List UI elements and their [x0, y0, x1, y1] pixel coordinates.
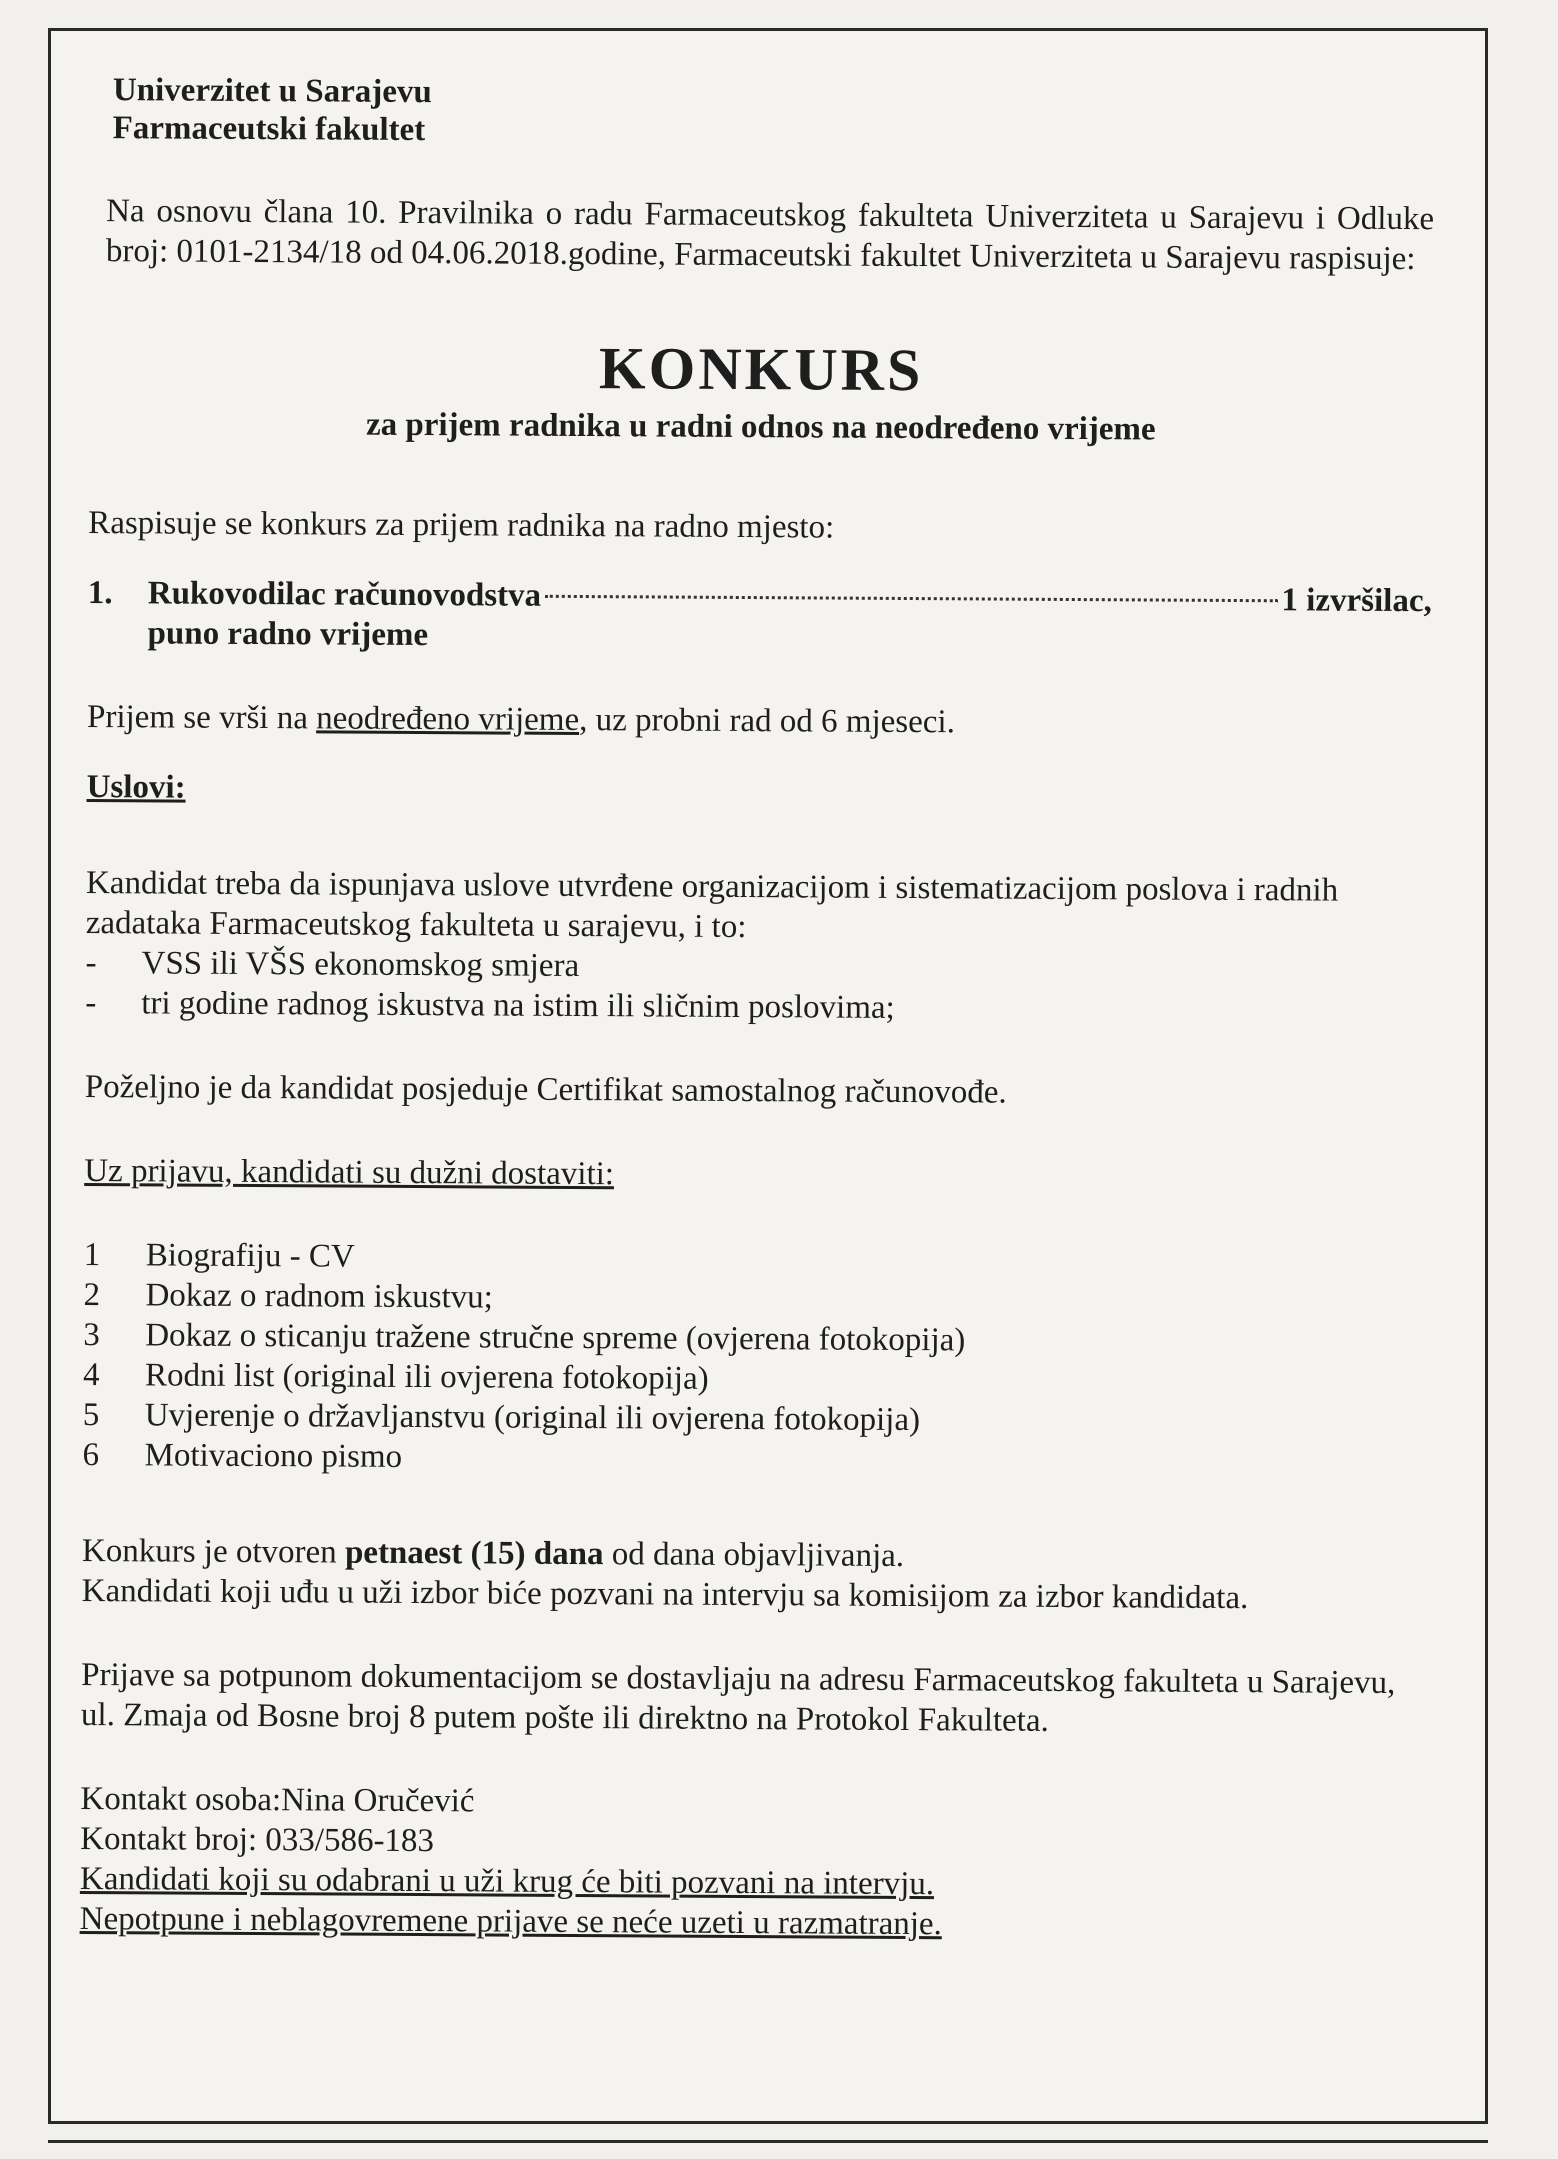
position-number: 1.: [87, 574, 113, 612]
faculty-name: Farmaceutski fakultet: [112, 110, 426, 149]
position-time: puno radno vrijeme: [147, 615, 429, 654]
bottom-divider: [48, 2140, 1488, 2143]
employment-prefix: Prijem se vrši na: [86, 698, 317, 737]
documents-heading: Uz prijavu, kandidati su dužni dostaviti:: [84, 1152, 615, 1193]
document-number: 5: [82, 1396, 100, 1434]
document-number: 2: [83, 1276, 101, 1314]
contact-person: Kontakt osoba:Nina Oručević: [80, 1780, 475, 1820]
list-marker: -: [85, 944, 97, 982]
position-intro: Raspisuje se konkurs za prijem radnika na radno mjesto:: [88, 504, 835, 546]
open-period-duration: petnaest (15) dana: [344, 1534, 604, 1573]
document-text: Biografiju - CV: [145, 1237, 355, 1275]
documents-list: [82, 1235, 1427, 1483]
preferred-note: Poželjno je da kandidat posjeduje Certifikat samostalnog računovođe.: [84, 1068, 1007, 1111]
document-number: 6: [82, 1436, 100, 1474]
employment-suffix: , uz probni rad od 6 mjeseci.: [579, 701, 955, 741]
document-text: Rodni list (original ili ovjerena fotokopija): [144, 1357, 709, 1397]
document-number: 1: [83, 1236, 101, 1274]
final-note: Nepotpune i neblagovremene prijave se neće uzeti u razmatranje.: [79, 1900, 942, 1943]
condition-item: [85, 983, 1429, 1031]
document-item: [82, 1435, 1426, 1483]
conditions-list: [85, 943, 1429, 1031]
open-period-suffix: od dana objavljivanja.: [603, 1536, 905, 1574]
document-text: Motivaciono pismo: [144, 1437, 403, 1475]
employment-terms: [87, 697, 1431, 745]
document-title: KONKURS: [598, 335, 924, 404]
condition-text: VSS ili VŠS ekonomskog smjera: [141, 945, 580, 984]
final-note: Kandidati koji su odabrani u uži krug će biti pozvani na intervju.: [79, 1860, 935, 1903]
conditions-heading: Uslovi:: [86, 768, 186, 806]
university-name: Univerzitet u Sarajevu: [112, 72, 432, 111]
list-marker: -: [85, 984, 97, 1022]
employment-type: neodređeno vrijeme: [316, 700, 580, 738]
contact-phone: Kontakt broj: 033/586-183: [80, 1820, 435, 1860]
document-frame: [48, 28, 1488, 2124]
document-number: 3: [83, 1316, 100, 1354]
position-name: Rukovodilac računovodstva: [147, 575, 542, 614]
document-subtitle: za prijem radnika u radni odnos na neodređeno vrijeme: [365, 406, 1156, 448]
document-body: [80, 71, 1435, 1947]
condition-text: tri godine radnog iskustva na istim ili sličnim poslovima;: [141, 985, 895, 1026]
position-count: 1 izvršilac,: [1281, 582, 1432, 620]
document-text: Dokaz o sticanju tražene stručne spreme (ovjerena fotokopija): [145, 1317, 966, 1359]
institution-header: [113, 71, 1435, 155]
submission-info: Prijave sa potpunom dokumentacijom se dostavljaju na adresu Farmaceutskog fakulteta u Sarajevu, ul. Zmaja od Bosne broj 8 putem pošte ili direktno na Protokol Fakulteta.: [80, 1656, 1396, 1739]
document-text: Dokaz o radnom iskustvu;: [145, 1277, 494, 1316]
intro-paragraph: Na osnovu člana 10. Pravilnika o radu Farmaceutskog fakulteta Univerziteta u Sarajevu i Odluke broj: 0101-2134/18 od 04.06.2018.godine, Farmaceutski fakultet Univerziteta u Sarajevu raspisuje:: [105, 193, 1435, 278]
conditions-intro: Kandidat treba da ispunjava uslove utvrđene organizacijom i sistematizacijom poslova i radnih zadataka Farmaceutskog fakulteta u sarajevu, i to:: [85, 864, 1339, 946]
dotted-leader: [545, 595, 1277, 602]
document-text: Uvjerenje o državljanstvu (original ili ovjerena fotokopija): [144, 1397, 921, 1439]
document-number: 4: [82, 1356, 100, 1394]
shortlist-note: Kandidati koji uđu u uži izbor biće pozvani na intervju sa komisijom za izbor kandidata.: [81, 1572, 1249, 1617]
position-entry: [87, 573, 1431, 661]
open-period-prefix: Konkurs je otvoren: [81, 1532, 346, 1571]
